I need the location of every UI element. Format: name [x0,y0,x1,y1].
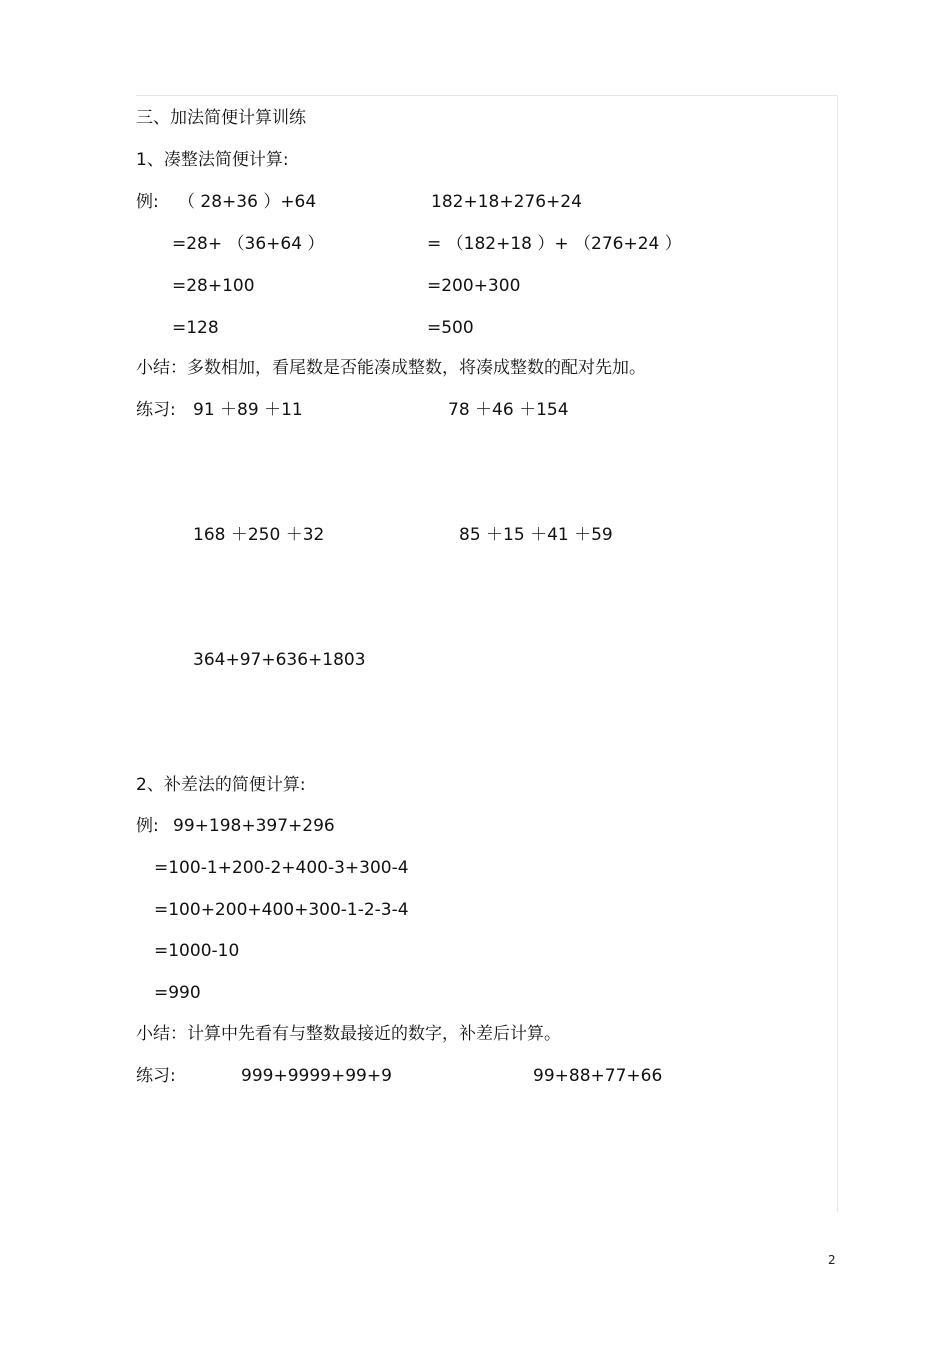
page-border-right [837,95,838,1212]
part1-example-right-line: =200+300 [427,276,521,296]
part2-summary: 小结：计算中先看有与整数最接近的数字，补差后计算。 [136,1024,561,1044]
part2-example-step: =990 [154,983,201,1003]
part2-practice-item: 999+9999+99+9 [241,1066,392,1086]
page-border-top [136,95,838,96]
part1-practice-item: 91 ＋89 ＋11 [193,400,303,420]
page-number: 2 [828,1253,836,1267]
part1-practice-item: 168 ＋250 ＋32 [193,525,325,545]
part1-practice-item: 78 ＋46 ＋154 [448,400,569,420]
part2-example-step: =1000-10 [154,941,240,961]
part1-example-left-line: =28+ （36+64 ） [172,234,325,254]
part1-heading: 1、凑整法简便计算: [136,150,289,170]
part2-heading: 2、补差法的简便计算: [136,775,306,795]
part1-example-right-line: = （182+18 ）+ （276+24 ） [427,234,682,254]
part1-practice-label: 练习: [136,400,176,420]
part2-practice-label: 练习: [136,1066,176,1086]
part1-example-left-line: =128 [172,318,219,338]
part2-example-step: =100-1+200-2+400-3+300-4 [154,858,409,878]
part1-practice-item: 364+97+636+1803 [193,650,366,670]
part2-example-expression: 99+198+397+296 [173,816,335,836]
part2-practice-item: 99+88+77+66 [533,1066,663,1086]
section-title: 三、加法简便计算训练 [136,108,306,128]
part2-example-label: 例: [136,816,159,836]
part1-example-right-line: =500 [427,318,474,338]
part1-example-left-line: =28+100 [172,276,255,296]
part1-example-label: 例: [136,192,159,212]
part1-example-left-line: （ 28+36 ）+64 [178,192,317,212]
part1-example-right-line: 182+18+276+24 [431,192,582,212]
part1-practice-item: 85 ＋15 ＋41 ＋59 [459,525,613,545]
part2-example-step: =100+200+400+300-1-2-3-4 [154,900,409,920]
part1-summary: 小结：多数相加，看尾数是否能凑成整数，将凑成整数的配对先加。 [136,358,646,378]
